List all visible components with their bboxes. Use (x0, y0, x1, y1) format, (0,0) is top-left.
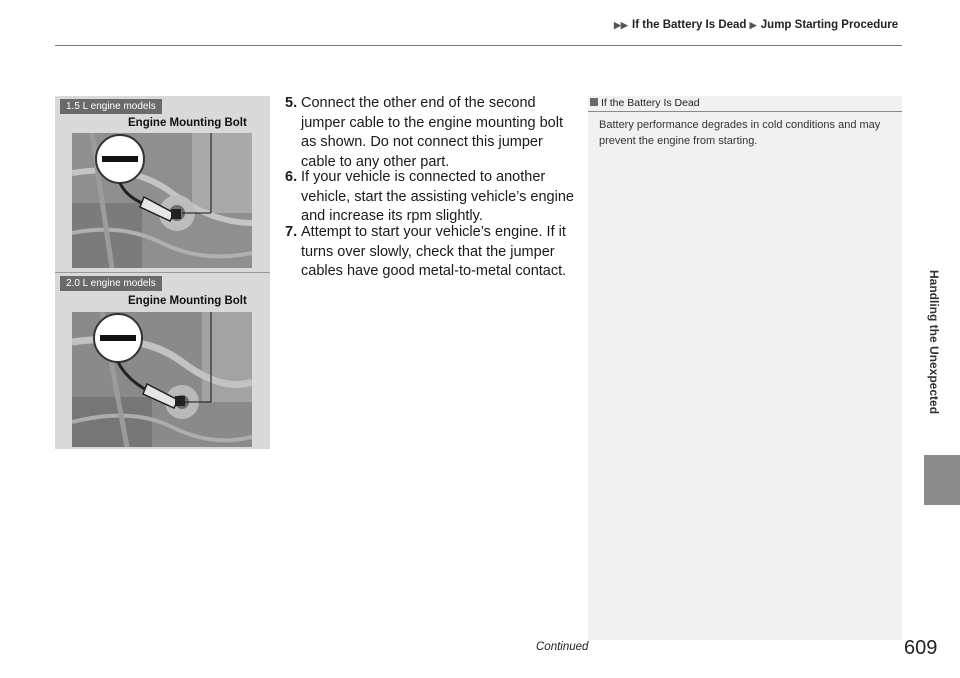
note-body: Battery performance degrades in cold conditions and may prevent the engine from starting. (599, 119, 881, 147)
note-title-text: If the Battery Is Dead (601, 97, 700, 109)
continued-label: Continued (536, 641, 589, 653)
step-text: If your vehicle is connected to another vehicle, start the assisting vehicle’s engine and increase its rpm slightly. (301, 169, 574, 224)
model-tag-2-0l: 2.0 L engine models (60, 276, 162, 291)
step-7 (285, 223, 575, 282)
step-5 (285, 94, 575, 172)
step-number: 6. (285, 169, 298, 185)
step-6 (285, 168, 575, 227)
step-text: Attempt to start your vehicle’s engine. If it turns over slowly, check that the jumper cables have good metal-to-metal contact. (301, 224, 567, 279)
page-number: 609 (904, 637, 938, 659)
side-tab-label: Handling the Unexpected (927, 270, 941, 415)
note-title-divider (588, 111, 902, 112)
note-marker-icon (590, 98, 598, 106)
step-number: 7. (285, 224, 298, 240)
step-number: 5. (285, 95, 298, 111)
step-text: Connect the other end of the second jumper cable to the engine mounting bolt as shown. Do not connect this jumper cable to any other part. (301, 95, 563, 170)
breadcrumb-arrow-icon: ▶▶ (614, 20, 628, 30)
breadcrumb-section[interactable]: If the Battery Is Dead (632, 19, 747, 31)
side-tab-marker (924, 455, 960, 505)
engine-photo-2-0l (72, 312, 252, 447)
callout-engine-mounting-bolt-1: Engine Mounting Bolt (128, 117, 247, 129)
callout-engine-mounting-bolt-2: Engine Mounting Bolt (128, 295, 247, 307)
header-divider (55, 45, 902, 46)
breadcrumb-subsection[interactable]: Jump Starting Procedure (760, 19, 899, 31)
note-box (588, 96, 902, 640)
model-tag-1-5l: 1.5 L engine models (60, 99, 162, 114)
engine-photo-1-5l (72, 133, 252, 268)
breadcrumb-separator-icon: ▶ (749, 20, 757, 30)
breadcrumb (614, 19, 898, 31)
note-title (590, 97, 700, 109)
